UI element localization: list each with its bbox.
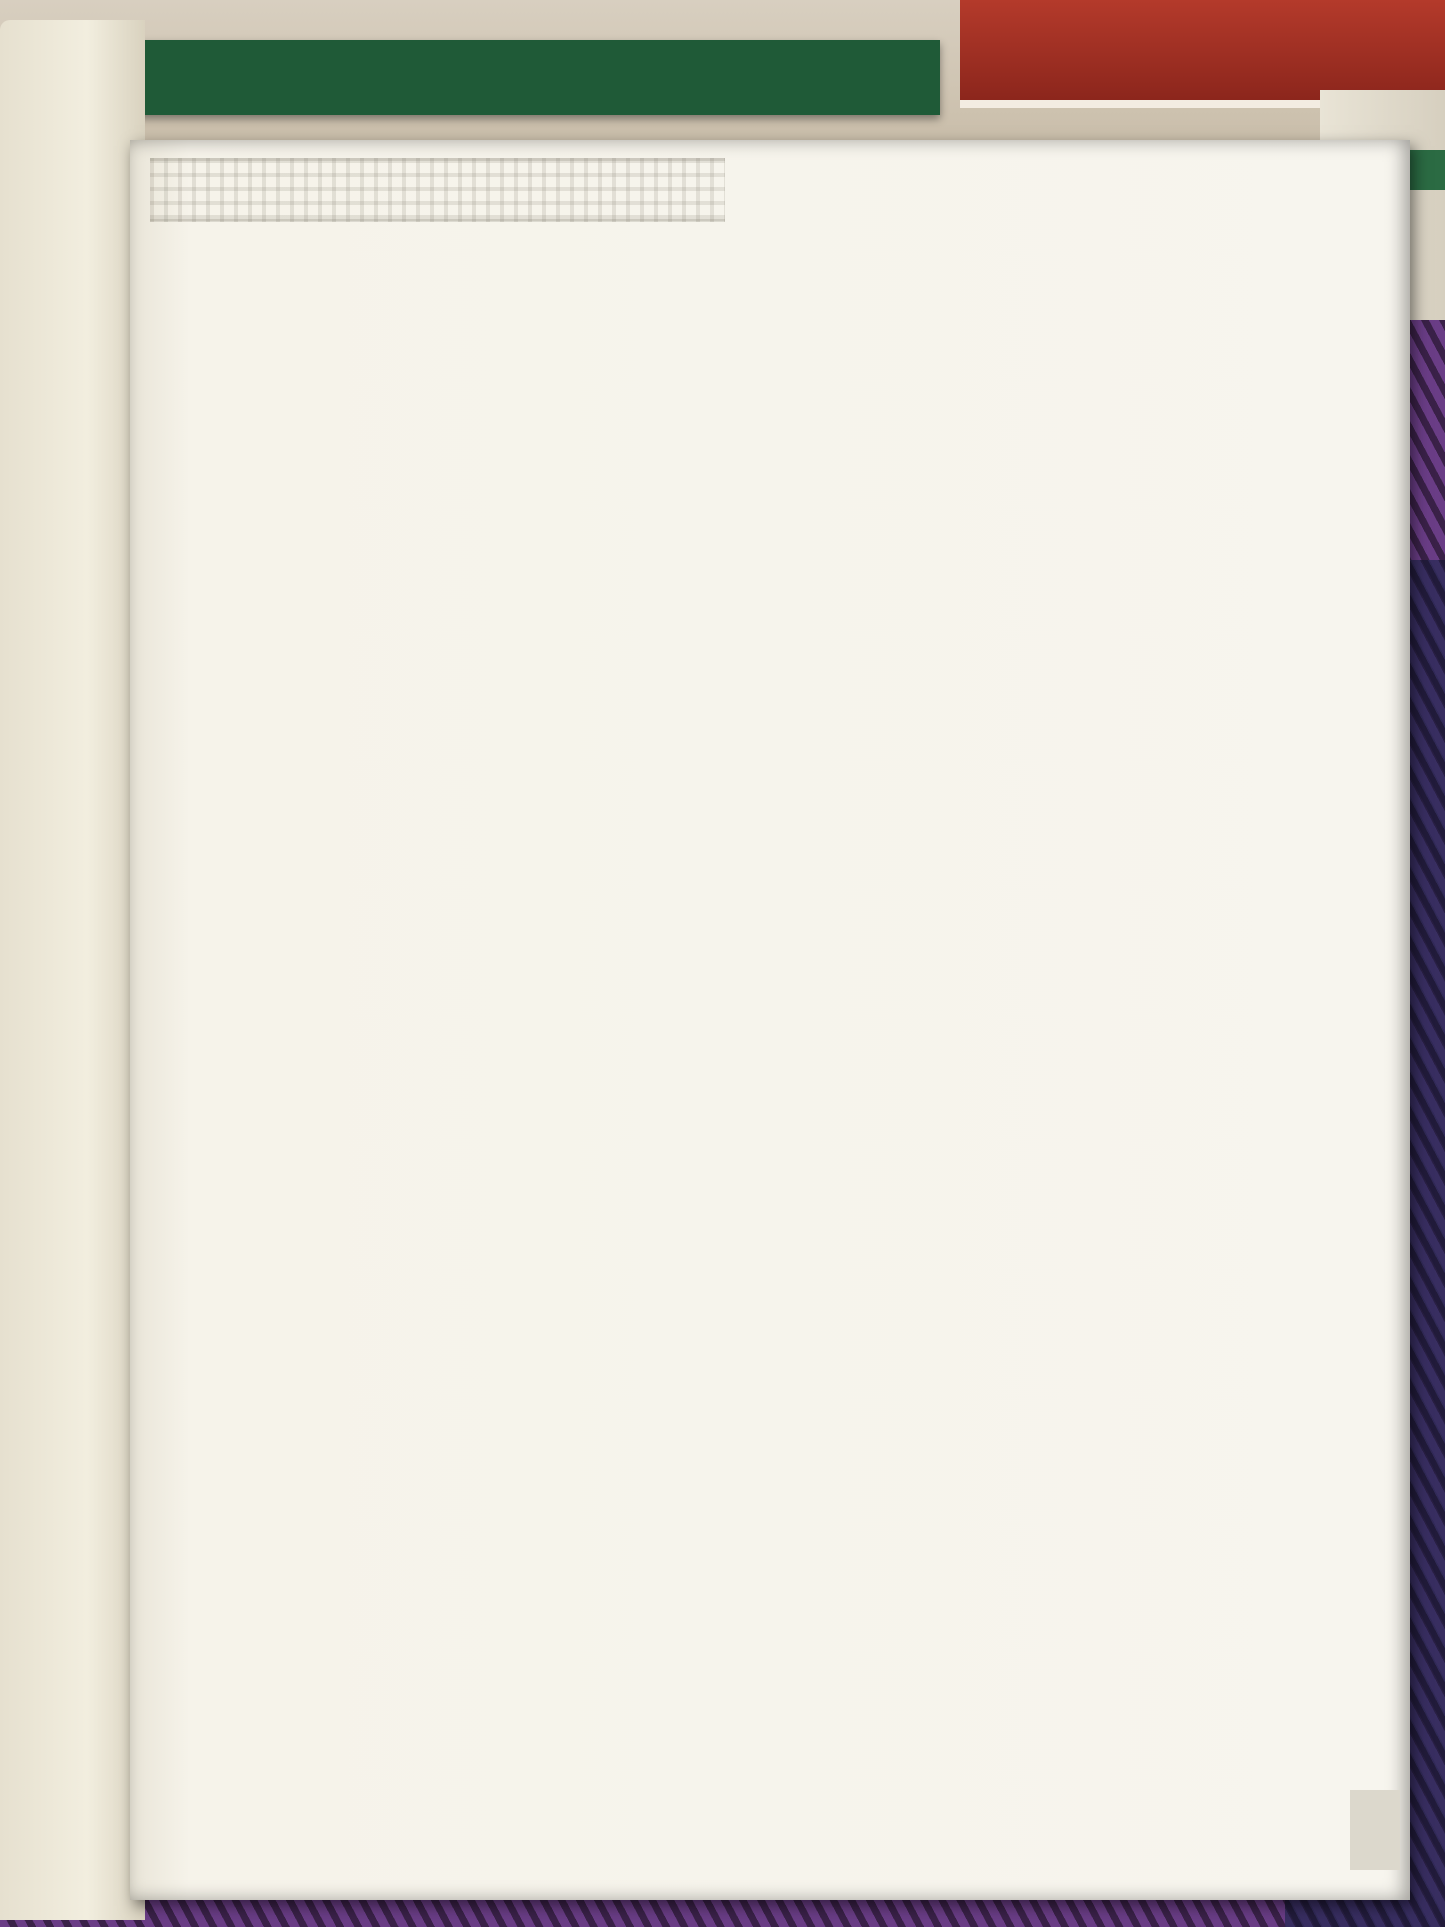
toc-entry [158,997,170,1023]
toc-entry [157,1040,169,1066]
toc-entry [766,536,778,560]
toc-entry [146,1694,158,1720]
toc-entry [771,909,783,933]
toc-entry [163,691,175,717]
toc-entry [162,735,174,761]
toc-entry [162,779,174,805]
toc-entry [159,953,171,979]
toc-entry [767,647,779,671]
toc-entry [771,948,783,972]
toc-entry [170,245,182,269]
toc-entry [736,758,748,782]
toc-entry [204,400,216,424]
toc-entry [730,248,742,272]
toc-entry [160,866,172,892]
toc-entry [156,1127,168,1153]
toc-entry [147,1651,159,1677]
previous-page [0,20,145,1920]
toc-entry [150,1476,162,1502]
toc-entry [159,909,171,935]
toc-entry [154,1215,166,1241]
toc-entry [151,1389,163,1415]
toc-entry [155,1171,167,1197]
toc-entry [150,1433,162,1459]
toc-entry [764,391,776,415]
toc-entry [165,604,177,630]
toc-entry [764,428,776,452]
toc-entry [764,320,776,344]
toc-entry [764,356,776,380]
toc-entry [767,610,779,634]
toc-entry [764,285,776,309]
toc-entry [156,1084,168,1110]
page-number [1350,1790,1400,1870]
toc-entry [204,362,216,386]
toc-entry [153,1258,165,1284]
toc-entry [770,871,782,895]
toc-entry [164,648,176,674]
toc-entry [153,1302,165,1328]
toc-entry [149,1520,161,1546]
toc-entry [166,517,178,543]
toc-entry [770,834,782,858]
toc-entry [147,1607,159,1633]
meander-ornament [150,158,725,222]
toc-entry [145,1738,157,1764]
toc-entry [165,561,177,587]
toc-entry [764,464,776,488]
toc-entry [740,1022,752,1046]
toc-entry [148,1563,160,1589]
toc-entry [152,1345,164,1371]
contents-page [130,140,1410,1900]
toc-entry [767,572,779,596]
toc-entry [204,439,216,463]
toc-entry [766,500,778,524]
book-spine [60,40,940,115]
toc-entry [170,283,182,307]
toc-entry [772,1021,790,1045]
toc-entry [161,822,173,848]
toc-entry [740,936,752,960]
toc-entry [770,796,782,820]
toc-entry [736,720,748,744]
toc-entry [204,323,216,347]
